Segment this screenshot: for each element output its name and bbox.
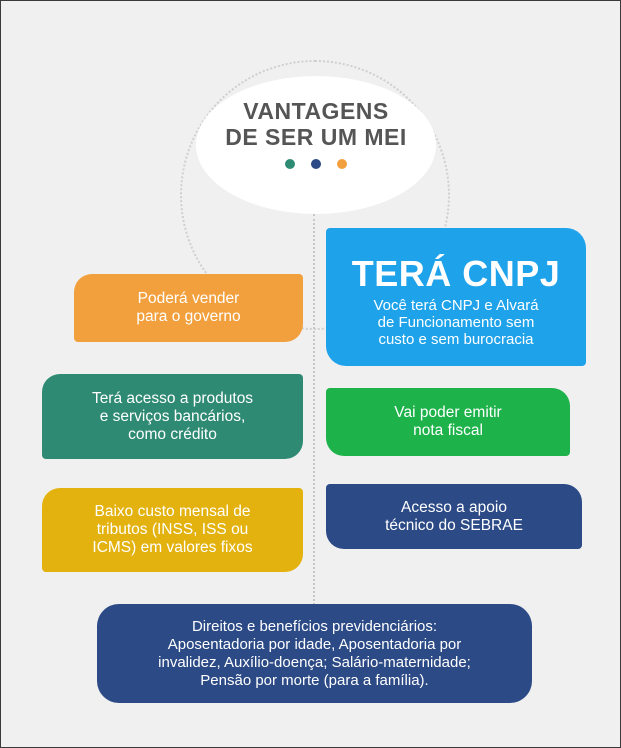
title-circle <box>196 76 436 214</box>
card-text-line: tributos (INSS, ISS ou <box>96 521 249 538</box>
card-text-line: Poderá vender <box>137 290 240 307</box>
decorative-dots <box>196 156 436 174</box>
card-text-line: Pensão por morte (para a família). <box>200 671 429 689</box>
infographic-canvas <box>4 4 617 744</box>
card-banking-services <box>42 374 303 459</box>
title-line-1: VANTAGENS <box>243 98 389 124</box>
card-text-line: Direitos e benefícios previdenciários: <box>191 617 438 635</box>
teal-dot-icon <box>285 159 295 169</box>
card-low-monthly-tax <box>42 488 303 572</box>
card-sebrae-support <box>326 484 582 549</box>
card-text-line: invalidez, Auxílio-doença; Salário-maternidade; <box>158 653 471 671</box>
card-heading: TERÁ CNPJ <box>351 252 561 294</box>
card-cnpj <box>326 228 586 366</box>
card-text-line: de Funcionamento sem <box>377 313 535 331</box>
navy-dot-icon <box>311 159 321 169</box>
card-text-line: Acesso a apoio <box>401 498 507 516</box>
card-text-line: Baixo custo mensal de <box>94 503 251 520</box>
dotted-connector-line <box>313 214 315 609</box>
card-text-line: Vai poder emitir <box>394 404 502 421</box>
card-text-line: para o governo <box>136 308 241 325</box>
card-text-line: Você terá CNPJ e Alvará <box>373 296 539 314</box>
page-title <box>196 98 436 150</box>
card-sell-to-government <box>74 274 303 342</box>
orange-dot-icon <box>337 159 347 169</box>
card-text-line: custo e sem burocracia <box>378 330 534 348</box>
title-line-2: DE SER UM MEI <box>225 124 407 150</box>
card-text-line: como crédito <box>128 425 217 443</box>
card-text-line: nota fiscal <box>413 422 483 439</box>
card-text-line: técnico do SEBRAE <box>385 516 523 534</box>
card-social-security-benefits <box>97 604 532 703</box>
card-text-line: Terá acesso a produtos <box>91 389 254 407</box>
card-invoice <box>326 388 570 456</box>
card-text-line: ICMS) em valores fixos <box>92 539 253 556</box>
card-text-line: Aposentadoria por idade, Aposentadoria por <box>167 635 462 653</box>
card-text-line: e serviços bancários, <box>99 407 246 425</box>
